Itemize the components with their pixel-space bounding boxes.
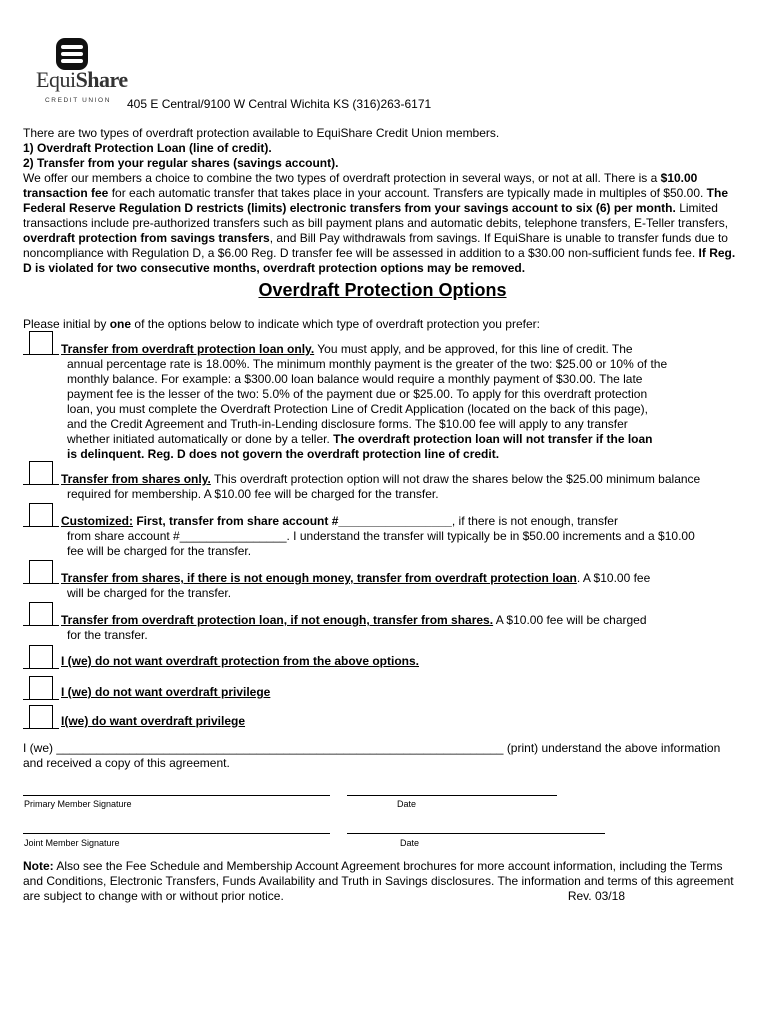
intro-section <box>23 126 743 276</box>
intro-line-1: There are two types of overdraft protection available to EquiShare Credit Union members. <box>23 126 500 140</box>
logo-wordmark: EquiShare <box>36 67 128 92</box>
page-title: Overdraft Protection Options <box>258 280 507 300</box>
joint-date-label: Date <box>400 838 420 848</box>
acknowledgement-line-1[interactable]: I (we) ___________________________________________________________________ (print) understand the above information <box>23 741 721 755</box>
intro-line-2: 1) Overdraft Protection Loan (line of credit). <box>23 141 272 155</box>
revision-label: Rev. 03/18 <box>567 889 625 903</box>
primary-date-label: Date <box>397 799 417 809</box>
joint-signature-label: Joint Member Signature <box>24 838 120 848</box>
primary-date-line[interactable] <box>347 795 557 796</box>
logo-mark-icon <box>56 38 88 70</box>
equishare-logo <box>36 38 128 108</box>
intro-line-3: 2) Transfer from your regular shares (savings account). <box>23 156 339 170</box>
option-customized-checkbox[interactable] <box>29 503 53 527</box>
primary-signature-line[interactable] <box>23 795 330 796</box>
address-line: 405 E Central/9100 W Central Wichita KS (316)263-6171 <box>127 97 432 111</box>
instruction-prompt: Please initial by one of the options below to indicate which type of overdraft protection you prefer: <box>23 317 540 331</box>
option-loan-then-shares-checkbox[interactable] <box>29 602 53 626</box>
acknowledgement-line-2: and received a copy of this agreement. <box>23 756 230 770</box>
footer-note: Note: Also see the Fee Schedule and Membership Account Agreement brochures for more account information, including the Terms and Conditions, Electronic Transfers, Funds Availability and Truth in Savings disclosures. The information and terms of this agreement are subject to change with or without prior notice. Rev. 03/18 <box>23 859 734 903</box>
primary-signature-label: Primary Member Signature <box>24 799 132 809</box>
option-want-privilege-checkbox[interactable] <box>29 705 53 729</box>
option-no-protection-checkbox[interactable] <box>29 645 53 669</box>
acknowledgement <box>23 741 743 771</box>
joint-signature-line[interactable] <box>23 833 330 834</box>
intro-paragraph: We offer our members a choice to combine the two types of overdraft protection in several ways, or not at all. There is a $10.00 transaction fee for each automatic transfer that takes place in your account. Transfers are typically made in multiples of $50.00. The Federal Reserve Regulation D restricts (limits) electronic transfers from your savings account to six (6) per month. Limited transactions include pre-authorized transfers such as bill payment plans and automatic debits, telephone transfers, E-Teller transfers, overdraft protection from savings transfers, and Bill Pay withdrawals from savings. If EquiShare is unable to transfer funds due to noncompliance with Regulation D, a $6.00 Reg. D transfer fee will be assessed in addition to a $30.00 non-sufficient funds fee. If Reg. D is violated for two consecutive months, overdraft protection options may be removed. <box>23 171 736 275</box>
logo-subtitle: CREDIT UNION <box>44 97 112 104</box>
option-shares-only-checkbox[interactable] <box>29 461 53 485</box>
joint-date-line[interactable] <box>347 833 605 834</box>
option-no-privilege-checkbox[interactable] <box>29 676 53 700</box>
option-shares-then-loan-checkbox[interactable] <box>29 560 53 584</box>
option-loan-only-checkbox[interactable] <box>29 331 53 355</box>
